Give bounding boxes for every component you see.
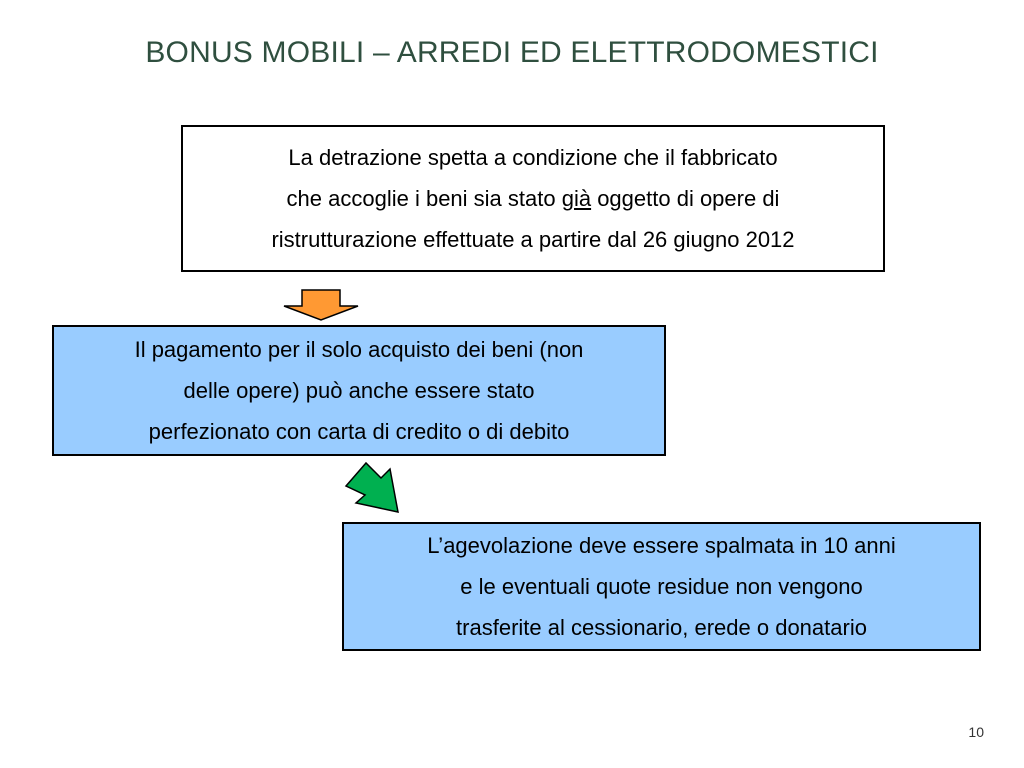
- diagonal-arrow-icon: [343, 460, 405, 516]
- payment-line-2: delle opere) può anche essere stato: [183, 378, 535, 403]
- spreading-line-1: L’agevolazione deve essere spalmata in 10 anni: [427, 533, 896, 558]
- payment-line-3: perfezionato con carta di credito o di debito: [148, 419, 570, 444]
- condition-line-3: ristrutturazione effettuate a partire dal 26 giugno 2012: [271, 227, 795, 252]
- payment-box: [52, 325, 666, 456]
- condition-line-2-end: oggetto di opere di: [591, 186, 780, 211]
- slide-title: BONUS MOBILI – ARREDI ED ELETTRODOMESTICI: [145, 36, 879, 69]
- spreading-text: [427, 525, 895, 648]
- down-arrow-icon: [282, 289, 360, 321]
- spreading-box: [342, 522, 981, 651]
- spreading-line-3: trasferite al cessionario, erede o donatario: [456, 615, 867, 640]
- spreading-line-2: e le eventuali quote residue non vengono: [460, 574, 863, 599]
- condition-line-2-start: che accoglie i beni sia stato: [286, 186, 562, 211]
- condition-box: [181, 125, 885, 272]
- condition-line-2-underlined: già: [561, 186, 592, 211]
- payment-text: [135, 329, 584, 452]
- page-number: 10: [968, 724, 984, 740]
- condition-text: [271, 137, 794, 260]
- payment-line-1: Il pagamento per il solo acquisto dei beni (non: [134, 337, 584, 362]
- condition-line-1: La detrazione spetta a condizione che il fabbricato: [288, 145, 778, 170]
